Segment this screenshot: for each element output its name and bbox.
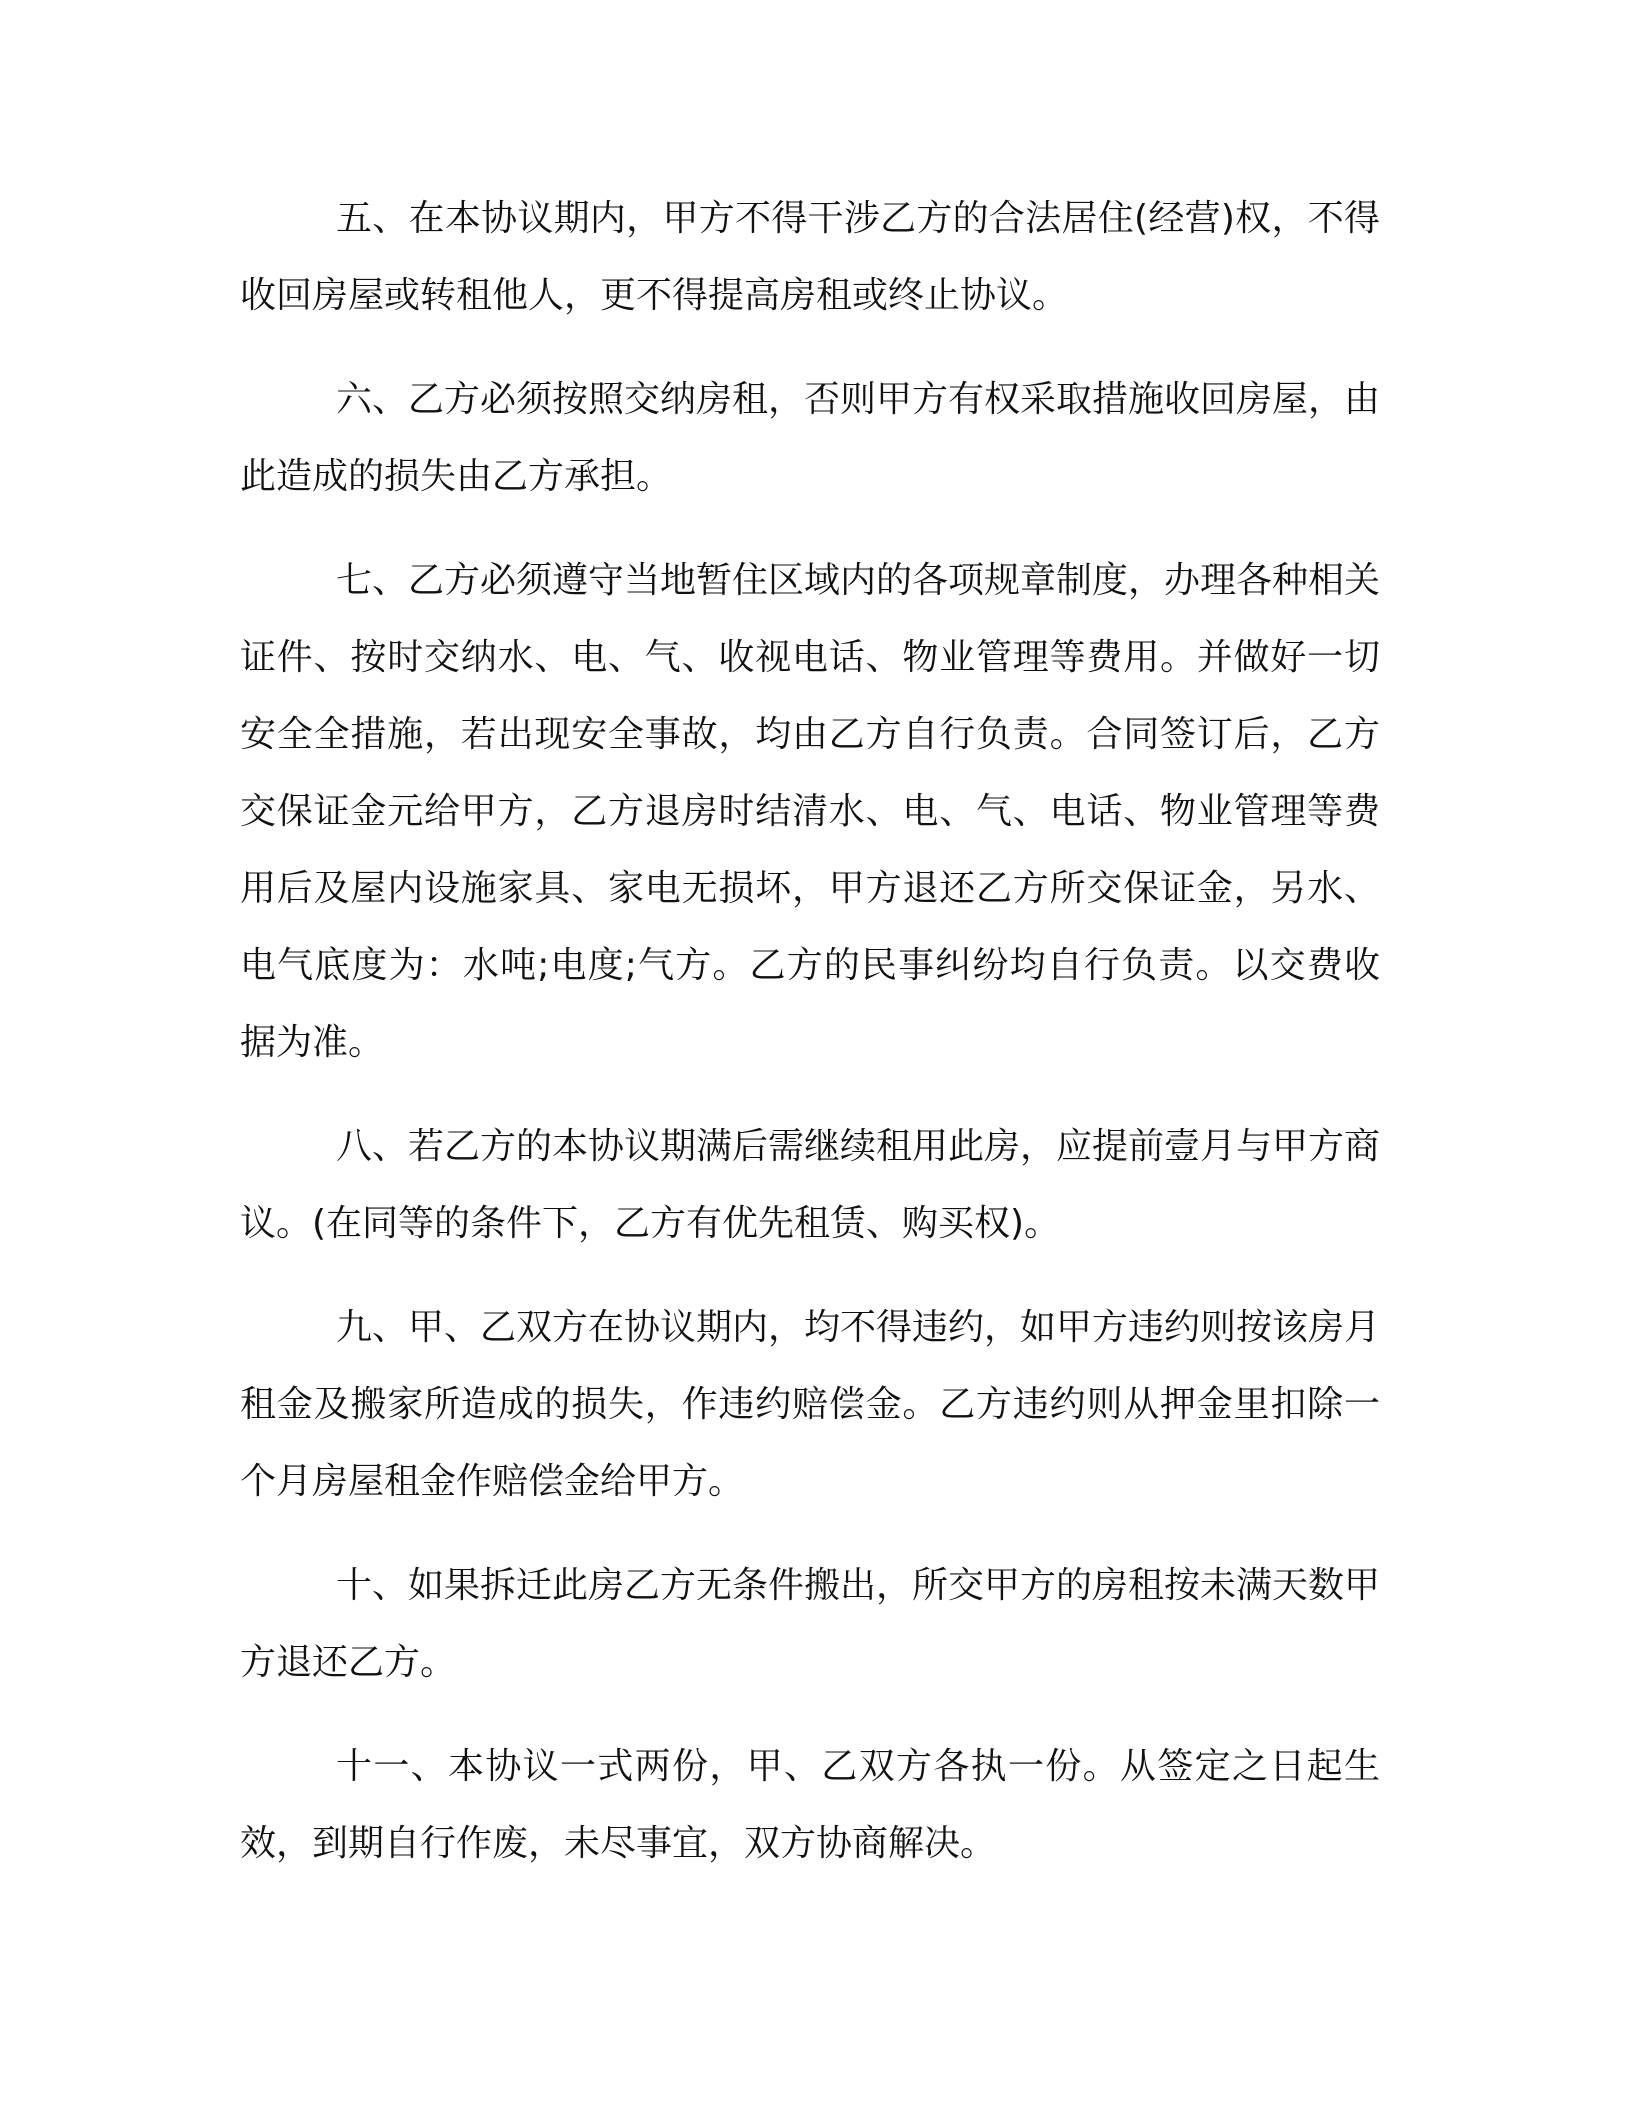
- clause-9: 九、甲、乙双方在协议期内，均不得违约，如甲方违约则按该房月租金及搬家所造成的损失，作违约赔偿金。乙方违约则从押金里扣除一个月房屋租金作赔偿金给甲方。: [240, 1307, 1381, 1502]
- clause-10: 十、如果拆迁此房乙方无条件搬出，所交甲方的房租按未满天数甲方退还乙方。: [240, 1565, 1381, 1683]
- clause-5: 五、在本协议期内，甲方不得干涉乙方的合法居住(经营)权，不得收回房屋或转租他人，更不得提高房租或终止协议。: [240, 198, 1380, 316]
- clause-8: 八、若乙方的本协议期满后需继续租用此房，应提前壹月与甲方商议。(在同等的条件下，乙方有优先租赁、购买权)。: [240, 1126, 1381, 1244]
- clause-7: 七、乙方必须遵守当地暂住区域内的各项规章制度，办理各种相关证件、按时交纳水、电、气、收视电话、物业管理等费用。并做好一切安全全措施，若出现安全事故，均由乙方自行负责。合同签订后，乙方交保证金元给甲方，乙方退房时结清水、电、气、电话、物业管理等费用后及屋内设施家具、家电无损坏，甲方退还乙方所交保证金，另水、电气底度为：水吨;电度;气方。乙方的民事纠纷均自行负责。以交费收据为准。: [240, 560, 1381, 1063]
- clause-11: 十一、本协议一式两份，甲、乙双方各执一份。从签定之日起生效，到期自行作废，未尽事宜，双方协商解决。: [240, 1746, 1380, 1864]
- agreement-body: [240, 180, 1380, 1909]
- clause-6: 六、乙方必须按照交纳房租，否则甲方有权采取措施收回房屋，由此造成的损失由乙方承担。: [240, 379, 1381, 497]
